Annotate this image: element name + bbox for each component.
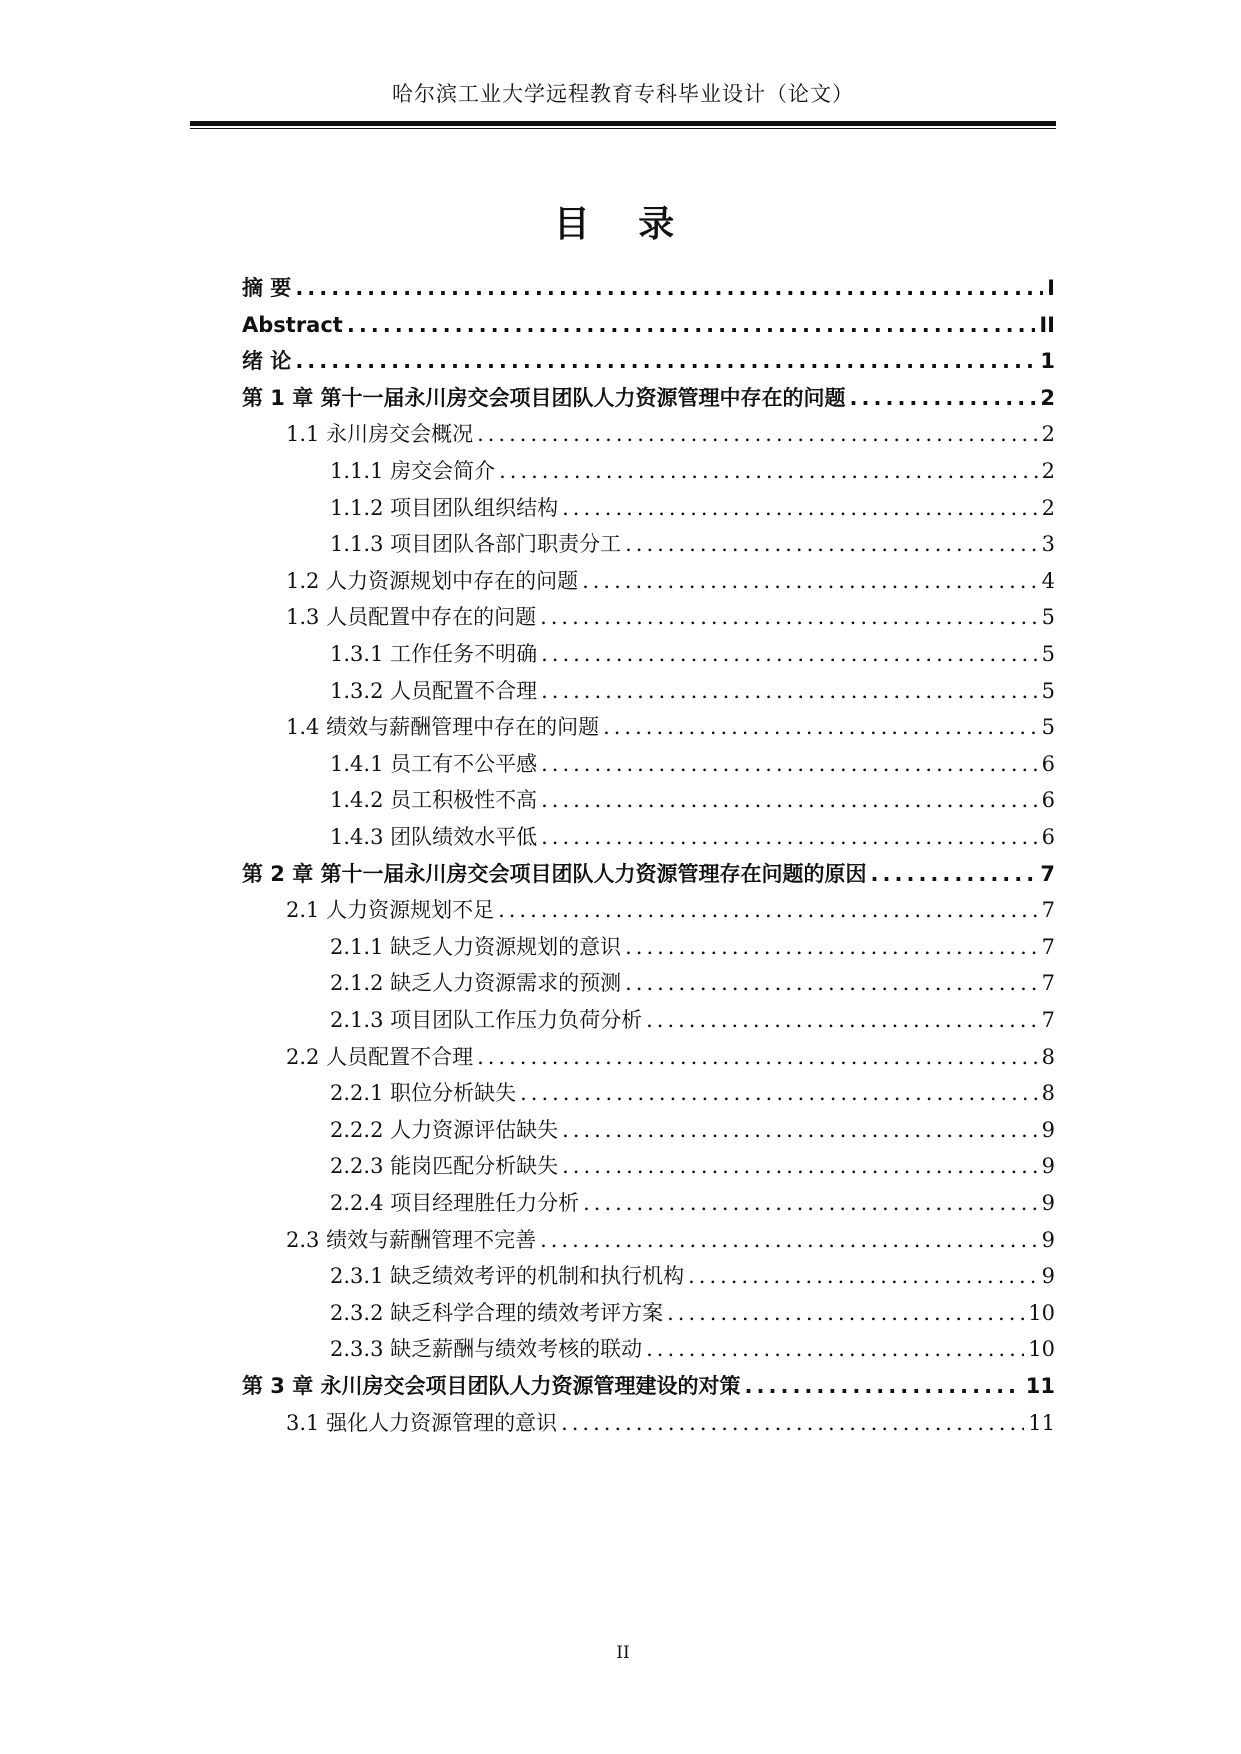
toc-entry-page: 8	[1041, 1044, 1055, 1069]
page-number: II	[616, 1643, 630, 1663]
toc-entry[interactable]	[330, 744, 1055, 784]
toc-entry[interactable]	[242, 378, 1055, 418]
toc-leader-dots	[347, 305, 1036, 345]
toc-leader-dots	[646, 1000, 1038, 1040]
toc-entry[interactable]	[330, 817, 1055, 857]
toc-leader-dots	[646, 1329, 1024, 1369]
toc-entry-label: 2.3.3 缺乏薪酬与绩效考核的联动	[330, 1337, 643, 1362]
toc-entry[interactable]	[330, 634, 1055, 674]
toc-leader-dots	[562, 1146, 1038, 1186]
toc-entry[interactable]	[286, 890, 1055, 930]
toc-leader-dots	[499, 451, 1038, 491]
toc-entry[interactable]	[330, 524, 1055, 564]
toc-entry-page: 7	[1041, 934, 1055, 959]
toc-leader-dots	[541, 780, 1038, 820]
toc-entry-page: 7	[1041, 1008, 1055, 1032]
toc-entry[interactable]	[242, 854, 1055, 894]
toc-entry-page: 9	[1041, 1227, 1055, 1252]
toc-entry-page: 7	[1041, 898, 1055, 923]
toc-entry-page: 10	[1028, 1300, 1055, 1325]
toc-entry-page: 10	[1028, 1337, 1055, 1362]
toc-entry-page: I	[1047, 276, 1055, 300]
toc-leader-dots	[625, 927, 1038, 967]
toc-entry[interactable]	[330, 1256, 1055, 1296]
toc-entry-label: 1.1.1 房交会简介	[330, 459, 496, 483]
toc-entry-label: 1.3.1 工作任务不明确	[330, 642, 538, 666]
toc-entry-page: 6	[1041, 751, 1055, 776]
toc-entry-label: 第 3 章 永川房交会项目团队人力资源管理建设的对策	[242, 1374, 741, 1398]
toc-entry-page: 9	[1041, 1264, 1055, 1289]
toc-leader-dots	[295, 268, 1043, 308]
toc-entry-label: 1.3 人员配置中存在的问题	[286, 605, 537, 630]
toc-entry-label: 2.1 人力资源规划不足	[286, 898, 495, 923]
toc-leader-dots	[603, 707, 1038, 747]
toc-leader-dots	[477, 1037, 1038, 1077]
header-rule-thin	[190, 128, 1056, 129]
toc-entry-label: 1.4.3 团队绩效水平低	[330, 825, 538, 849]
toc-entry[interactable]	[242, 305, 1055, 345]
toc-entry-page: 2	[1041, 422, 1055, 447]
toc-title: 目 录	[553, 204, 693, 245]
toc-entry-page: 5	[1041, 678, 1055, 703]
toc-leader-dots	[541, 634, 1038, 674]
toc-entry-page: 7	[1040, 861, 1055, 886]
toc-entry-label: 3.1 强化人力资源管理的意识	[286, 1410, 558, 1435]
toc-leader-dots	[540, 1220, 1038, 1260]
toc-leader-dots	[540, 597, 1038, 637]
toc-entry-label: 第 2 章 第十一届永川房交会项目团队人力资源管理存在问题的原因	[242, 861, 867, 886]
toc-entry[interactable]	[330, 488, 1055, 528]
header-rule-thick	[190, 121, 1056, 126]
toc-entry-label: 1.1 永川房交会概况	[286, 422, 474, 447]
toc-entry-label: 1.4.1 员工有不公平感	[330, 751, 538, 776]
toc-leader-dots	[541, 671, 1038, 711]
toc-entry-label: 1.1.3 项目团队各部门职责分工	[330, 532, 622, 557]
toc-leader-dots	[625, 963, 1038, 1003]
toc-entry[interactable]	[286, 561, 1055, 601]
toc-entry-label: 1.2 人力资源规划中存在的问题	[286, 568, 579, 593]
toc-entry[interactable]	[286, 1037, 1055, 1077]
toc-entry-page: 6	[1041, 825, 1055, 849]
toc-entry-page: 2	[1041, 459, 1055, 483]
toc-entry-page: 5	[1041, 605, 1055, 630]
toc-entry-page: 9	[1041, 1154, 1055, 1179]
toc-entry[interactable]	[330, 1293, 1055, 1333]
toc-entry-page: 3	[1041, 532, 1055, 557]
toc-entry-page: 5	[1041, 642, 1055, 666]
toc-entry-label: 2.1.2 缺乏人力资源需求的预测	[330, 971, 622, 996]
toc-entry-label: 2.3.1 缺乏绩效考评的机制和执行机构	[330, 1264, 685, 1289]
toc-entry[interactable]	[330, 927, 1055, 967]
toc-leader-dots	[477, 414, 1038, 454]
toc-entry-page: 6	[1041, 788, 1055, 813]
toc-entry-page: 9	[1041, 1191, 1055, 1215]
toc-leader-dots	[562, 488, 1038, 528]
toc-entry-label: 2.1.1 缺乏人力资源规划的意识	[330, 934, 622, 959]
toc-entry[interactable]	[286, 1220, 1055, 1260]
toc-entry[interactable]	[330, 780, 1055, 820]
toc-entry-page: 7	[1041, 971, 1055, 996]
toc-leader-dots	[583, 1183, 1038, 1223]
toc-leader-dots	[850, 378, 1037, 418]
toc-leader-dots	[625, 524, 1038, 564]
toc-entry[interactable]	[330, 1183, 1055, 1223]
toc-leader-dots	[562, 1110, 1038, 1150]
toc-entry[interactable]	[330, 1329, 1055, 1369]
toc-leader-dots	[871, 854, 1037, 894]
toc-entry-label: 摘 要	[242, 276, 292, 300]
toc-entry-label: 1.4.2 员工积极性不高	[330, 788, 538, 813]
toc-entry[interactable]	[286, 707, 1055, 747]
toc-entry-page: 11	[1028, 1410, 1055, 1435]
toc-entry-page: 8	[1041, 1081, 1055, 1106]
toc-leader-dots	[541, 817, 1038, 857]
toc-entry-page: II	[1039, 312, 1055, 337]
toc-entry-label: 1.3.2 人员配置不合理	[330, 678, 538, 703]
toc-leader-dots	[667, 1293, 1024, 1333]
toc-entry[interactable]	[330, 671, 1055, 711]
toc-entry-page: 2	[1041, 495, 1055, 520]
toc-entry[interactable]	[330, 1146, 1055, 1186]
toc-entry-label: 2.2.2 人力资源评估缺失	[330, 1117, 559, 1142]
toc-entry-label: 2.3.2 缺乏科学合理的绩效考评方案	[330, 1300, 664, 1325]
toc-leader-dots	[541, 744, 1038, 784]
toc-entry-label: 2.3 绩效与薪酬管理不完善	[286, 1227, 537, 1252]
toc-leader-dots	[745, 1366, 1022, 1406]
toc-entry[interactable]	[330, 1110, 1055, 1150]
toc-entry[interactable]	[330, 451, 1055, 491]
toc-leader-dots	[520, 1073, 1038, 1113]
toc-entry[interactable]	[242, 268, 1055, 308]
toc-entry-label: 2.2 人员配置不合理	[286, 1044, 474, 1069]
toc-entry[interactable]	[242, 1366, 1055, 1406]
toc-entry-label: 1.4 绩效与薪酬管理中存在的问题	[286, 715, 600, 740]
toc-entry[interactable]	[286, 414, 1055, 454]
toc-entry[interactable]	[286, 597, 1055, 637]
toc-entry-label: 2.2.1 职位分析缺失	[330, 1081, 517, 1106]
toc-entry-label: 2.2.3 能岗匹配分析缺失	[330, 1154, 559, 1179]
toc-entry-page: 1	[1040, 349, 1055, 374]
toc-entry-label: 1.1.2 项目团队组织结构	[330, 495, 559, 520]
toc-entry[interactable]	[330, 1000, 1055, 1040]
toc-entry-label: 第 1 章 第十一届永川房交会项目团队人力资源管理中存在的问题	[242, 385, 846, 410]
toc-entry-page: 11	[1025, 1374, 1055, 1398]
toc-entry[interactable]	[242, 341, 1055, 381]
toc-entry[interactable]	[286, 1403, 1055, 1443]
toc-leader-dots	[688, 1256, 1038, 1296]
toc-entry-page: 9	[1041, 1117, 1055, 1142]
toc-entry-label: 绪 论	[242, 349, 292, 374]
toc-entry-label: 2.2.4 项目经理胜任力分析	[330, 1191, 580, 1215]
toc-entry-page: 5	[1041, 715, 1055, 740]
toc-entry-label: Abstract	[242, 312, 343, 337]
toc-entry-page: 4	[1041, 568, 1055, 593]
toc-leader-dots	[498, 890, 1038, 930]
toc-leader-dots	[295, 341, 1036, 381]
toc-leader-dots	[561, 1403, 1024, 1443]
toc-leader-dots	[582, 561, 1038, 601]
toc-entry-label: 2.1.3 项目团队工作压力负荷分析	[330, 1008, 643, 1032]
toc-entry[interactable]	[330, 1073, 1055, 1113]
toc-entry[interactable]	[330, 963, 1055, 1003]
toc-entry-page: 2	[1040, 385, 1055, 410]
page-header: 哈尔滨工业大学远程教育专科毕业设计（论文）	[392, 82, 854, 106]
